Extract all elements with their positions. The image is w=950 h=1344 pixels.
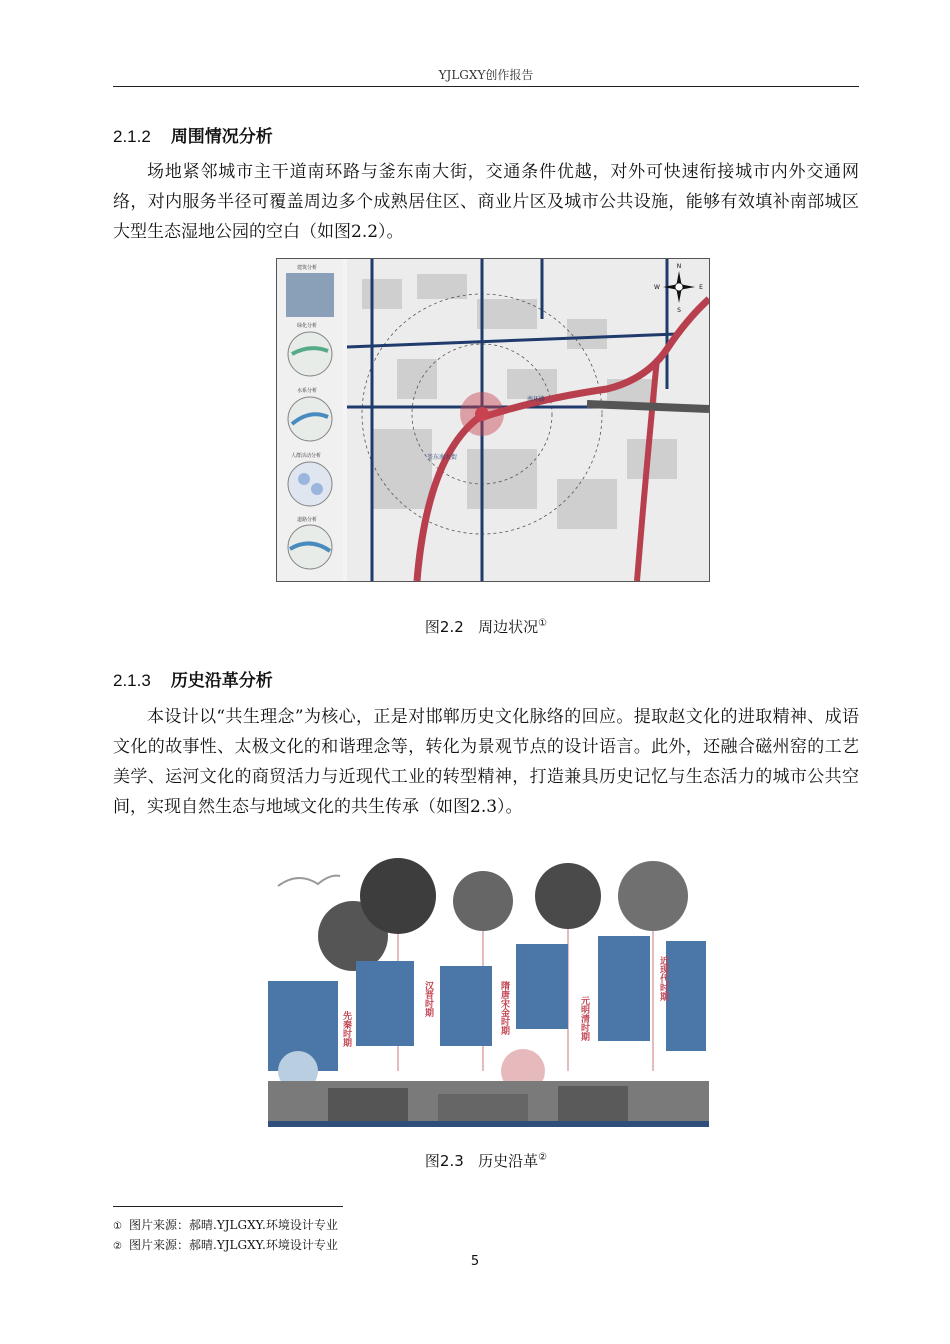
- paragraph-surroundings: 场地紧邻城市主干道南环路与釜东南大街，交通条件优越，对外可快速衔接城市内外交通网络，对内服务半径可覆盖周边多个成熟居住区、商业片区及城市公共设施，能够有效填补南部城区大型生态湿地公园的空白（如图2.2）。: [113, 162, 859, 242]
- section-heading-2-1-2: [113, 122, 273, 147]
- paragraph-history: 本设计以“共生理念”为核心，正是对邯郸历史文化脉络的回应。提取赵文化的进取精神、成语文化的故事性、太极文化的和谐理念等，转化为景观节点的设计语言。此外，还融合磁州窑的工艺美学、运河文化的商贸活力与近现代工业的转型精神，打造兼具历史记忆与生态活力的城市公共空间，实现自然生态与地域文化的共生传承（如图2.3）。: [113, 707, 859, 817]
- footnote-2: [113, 1236, 338, 1253]
- period-label-modern: 近现代时期: [658, 956, 668, 1001]
- water-analysis-thumb: [288, 397, 332, 441]
- bottom-band-bar: [268, 1121, 709, 1127]
- page-number: 5: [470, 1254, 480, 1269]
- section-title: 周围情况分析: [170, 127, 273, 147]
- compass-s: S: [677, 307, 681, 314]
- footnote-text: 图片来源：郝晴.YJLGXY.环境设计专业: [129, 1238, 338, 1252]
- road-label-fudong: 釜东南大街: [427, 454, 458, 461]
- footnote-ref-2: ②: [538, 1152, 548, 1163]
- figure-surroundings-map: [276, 258, 710, 582]
- footnote-text: 图片来源：郝晴.YJLGXY.环境设计专业: [129, 1218, 338, 1232]
- period-label-pre-qin: 先秦时期: [341, 1011, 351, 1047]
- panel-label-building: 建筑分析: [297, 265, 318, 271]
- header-rule: [113, 86, 859, 87]
- footnote-mark: ②: [113, 1241, 122, 1252]
- section-number: 2.1.3: [113, 671, 151, 690]
- footnote-mark: ①: [113, 1221, 122, 1232]
- panel-label-crowd: 人群活动分析: [291, 453, 322, 459]
- compass-n: N: [676, 263, 682, 270]
- figure-history-timeline: [268, 856, 709, 1127]
- footnote-ref-1: ①: [538, 618, 548, 629]
- surroundings-map-svg: [277, 259, 709, 581]
- running-header: YJLGXY创作报告: [438, 68, 534, 82]
- rail-band: [587, 404, 709, 409]
- caption-text: 周边状况: [478, 618, 539, 636]
- panel-label-road: 道路分析: [297, 517, 318, 523]
- panel-label-water: 水系分析: [297, 388, 318, 394]
- figure-caption-2-3: [113, 1150, 859, 1171]
- history-timeline-svg: [268, 856, 709, 1127]
- road-label-south-ring: 南环路: [527, 396, 546, 403]
- footnote-1: [113, 1216, 338, 1233]
- figure-caption-2-2: [113, 616, 859, 637]
- period-label-sui-tang: 隋唐宋金时期: [499, 981, 509, 1035]
- bird-icon: [278, 876, 340, 886]
- section-heading-2-1-3: [113, 666, 273, 691]
- crowd-analysis-thumb: [288, 462, 332, 506]
- caption-text: 历史沿革: [478, 1152, 539, 1170]
- caption-label: 图2.3: [424, 1152, 464, 1170]
- compass-w: W: [654, 284, 660, 291]
- footnote-rule: [113, 1206, 343, 1207]
- period-label-han-jin: 汉晋时期: [423, 981, 433, 1017]
- site-marker: [475, 407, 489, 421]
- period-label-yuan-ming: 元明清时期: [579, 996, 589, 1041]
- compass-e: E: [699, 284, 703, 291]
- building-analysis-thumb: [286, 273, 334, 317]
- section-title: 历史沿革分析: [170, 671, 273, 691]
- caption-label: 图2.2: [424, 618, 464, 636]
- section-number: 2.1.2: [113, 127, 151, 146]
- panel-label-green: 绿化分析: [297, 323, 318, 329]
